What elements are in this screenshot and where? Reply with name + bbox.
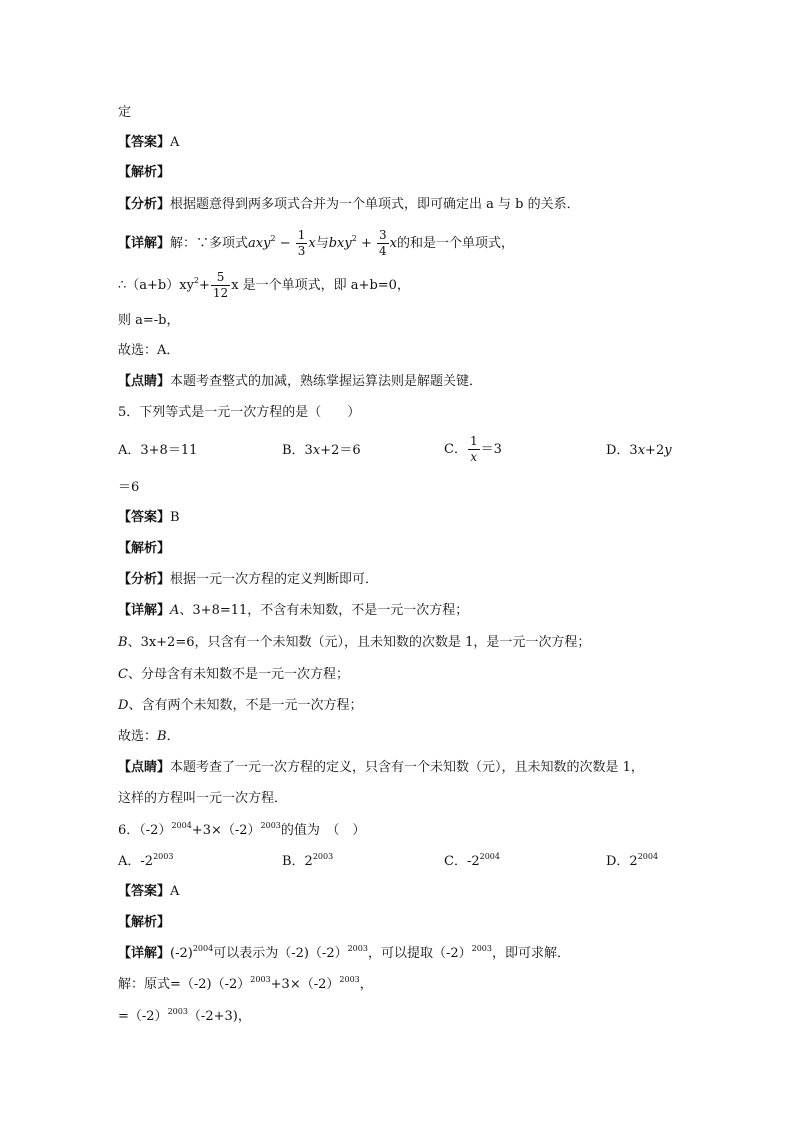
text-line xyxy=(118,312,180,330)
exponent: 2003 xyxy=(347,944,368,953)
math-var: x xyxy=(389,236,397,251)
detail-text: 的和是一个单项式， xyxy=(396,236,514,251)
exponent: 2003 xyxy=(153,852,174,861)
fenxi-label: 【分析】 xyxy=(118,572,171,587)
comment-line xyxy=(118,759,644,777)
detail-line xyxy=(118,666,349,684)
detail-text: 、分母含有未知数不是一元一次方程； xyxy=(127,667,349,682)
comment-line xyxy=(118,790,287,808)
math-op: − xyxy=(275,236,295,251)
text: 定 xyxy=(118,105,132,120)
detail-text: ，可以提取（-2） xyxy=(367,946,472,961)
option-d xyxy=(606,853,658,871)
denominator: 4 xyxy=(379,244,387,258)
option-text: ＝3 xyxy=(480,442,502,457)
exponent: 2003 xyxy=(167,1007,188,1016)
fraction xyxy=(377,228,389,259)
answer-line xyxy=(118,134,179,152)
fraction xyxy=(211,270,230,301)
math-var: x xyxy=(312,443,321,458)
option-letter: D xyxy=(118,698,129,713)
option-d xyxy=(606,442,672,460)
denominator: x xyxy=(470,450,478,464)
option-text: C． xyxy=(444,442,467,457)
detail-text: (-2) xyxy=(170,946,193,961)
solution-text: +3×（-2） xyxy=(270,977,340,992)
math-var: x xyxy=(637,443,646,458)
detail-label: 【详解】 xyxy=(118,236,171,251)
exponent: 2003 xyxy=(250,975,271,984)
question-text: +3×（-2） xyxy=(191,823,261,838)
analysis-label: 【解析】 xyxy=(118,541,171,556)
text-line xyxy=(118,104,131,122)
fenxi-text: 根据一元一次方程的定义判断即可． xyxy=(170,572,379,587)
option-text: D．2 xyxy=(606,854,638,869)
detail-line xyxy=(118,728,180,746)
math-term: axy xyxy=(248,236,271,251)
detail-line xyxy=(118,602,468,620)
denominator: 3 xyxy=(297,244,306,258)
numerator: 5 xyxy=(211,270,230,286)
answer-line xyxy=(118,883,179,901)
answer-line xyxy=(118,509,180,527)
denominator: 12 xyxy=(212,286,229,300)
fraction xyxy=(468,434,480,465)
detail-text: ，即可求解． xyxy=(491,946,570,961)
option-d-wrap xyxy=(118,479,139,497)
math-var: y xyxy=(664,443,672,458)
analysis-heading xyxy=(118,914,170,932)
answer-text: A xyxy=(170,135,180,150)
solution-text: ， xyxy=(359,977,373,992)
math-term: bxy xyxy=(328,236,352,251)
numerator: 1 xyxy=(297,228,306,242)
exponent: 2 xyxy=(270,234,276,243)
analysis-heading xyxy=(118,164,170,182)
comment-text: 本题考查了一元一次方程的定义，只含有一个未知数（元），且未知数的次数是 1， xyxy=(170,760,644,775)
comment-label: 【点睛】 xyxy=(118,374,171,389)
exponent: 2003 xyxy=(260,821,281,830)
detail-text: 解：∵多项式 xyxy=(170,236,249,251)
fenxi-label: 【分析】 xyxy=(118,197,171,212)
answer-text: B xyxy=(170,510,180,525)
text: 则 a=-b， xyxy=(118,313,180,328)
answer-text: A xyxy=(170,884,180,899)
exponent: 2003 xyxy=(471,944,492,953)
text: x 是一个单项式，即 a+b=0， xyxy=(231,278,410,293)
detail-text: 、含有两个未知数，不是一元一次方程； xyxy=(128,698,363,713)
comment-text: 这样的方程叫一元一次方程． xyxy=(118,791,288,806)
detail-text: ． xyxy=(166,729,180,744)
analysis-label: 【解析】 xyxy=(118,165,171,180)
option-a xyxy=(118,853,173,871)
detail-label: 【详解】 xyxy=(118,603,171,618)
option-text: B．2 xyxy=(282,854,313,869)
option-letter: B xyxy=(118,635,128,650)
option-text: ＝6 xyxy=(118,480,140,495)
question-6 xyxy=(118,822,365,840)
analysis-line xyxy=(118,571,378,589)
text: 故选：A． xyxy=(118,343,180,358)
detail-line xyxy=(118,228,514,259)
detail-text: 、3x+2=6，只含有一个未知数（元），且未知数的次数是 1，是一元一次方程； xyxy=(127,635,591,650)
solution-line xyxy=(118,976,373,994)
detail-line xyxy=(118,945,570,963)
exponent: 2003 xyxy=(339,975,360,984)
comment-label: 【点睛】 xyxy=(118,760,171,775)
solution-line xyxy=(118,1008,251,1026)
solution-text: （-2+3)， xyxy=(187,1009,251,1024)
question-5 xyxy=(118,404,360,422)
option-text: A．3+8＝11 xyxy=(118,443,198,458)
solution-text: 解：原式=（-2)（-2） xyxy=(118,977,251,992)
exponent: 2003 xyxy=(312,852,334,861)
option-text: D．3 xyxy=(606,443,638,458)
numerator: 1 xyxy=(469,434,478,448)
text: ∴（a+b）xy xyxy=(118,278,194,293)
numerator: 3 xyxy=(379,228,387,242)
solution-text: =（-2） xyxy=(118,1009,168,1024)
detail-text: 、3+8=11，不含有未知数，不是一元一次方程； xyxy=(179,603,469,618)
option-b xyxy=(282,442,361,460)
math-op: + xyxy=(356,236,376,251)
option-b xyxy=(282,853,333,871)
answer-label: 【答案】 xyxy=(118,884,171,899)
answer-label: 【答案】 xyxy=(118,510,171,525)
exponent: 2 xyxy=(351,234,357,243)
question-text: 的值为 （ ） xyxy=(280,823,366,838)
option-a xyxy=(118,442,197,460)
therefore-line xyxy=(118,270,410,301)
text-line xyxy=(118,342,179,360)
option-text: C．-2 xyxy=(444,854,480,869)
option-c xyxy=(444,434,502,465)
detail-text: 与 xyxy=(315,236,329,251)
analysis-line xyxy=(118,196,580,214)
detail-text: 故选： xyxy=(118,729,158,744)
fraction xyxy=(296,228,308,259)
option-letter: C xyxy=(118,667,128,682)
question-text: 6．（-2） xyxy=(118,823,172,838)
detail-line xyxy=(118,697,362,715)
analysis-heading xyxy=(118,540,170,558)
exponent: 2 xyxy=(193,276,200,285)
option-text: A．-2 xyxy=(118,854,154,869)
option-letter: B xyxy=(157,729,167,744)
exponent: 2004 xyxy=(171,821,192,830)
comment-text: 本题考查整式的加减，熟练掌握运算法则是解题关键． xyxy=(170,374,483,389)
exponent: 2004 xyxy=(637,852,659,861)
option-text: +2 xyxy=(645,443,665,458)
option-text: B．3 xyxy=(282,443,313,458)
question-text: 5．下列等式是一元一次方程的是（ ） xyxy=(118,405,361,420)
answer-label: 【答案】 xyxy=(118,135,171,150)
option-c xyxy=(444,853,500,871)
analysis-label: 【解析】 xyxy=(118,915,171,930)
option-text: +2＝6 xyxy=(320,443,361,458)
fenxi-text: 根据题意得到两多项式合并为一个单项式，即可确定出 a 与 b 的关系． xyxy=(170,197,580,212)
detail-text: 可以表示为（-2)（-2） xyxy=(213,946,348,961)
detail-label: 【详解】 xyxy=(118,946,171,961)
math-op: + xyxy=(199,278,210,293)
math-var: x xyxy=(308,236,316,251)
option-letter: A xyxy=(170,603,180,618)
detail-line xyxy=(118,634,590,652)
comment-line xyxy=(118,373,482,391)
exponent: 2004 xyxy=(192,944,214,953)
exponent: 2004 xyxy=(479,852,500,861)
